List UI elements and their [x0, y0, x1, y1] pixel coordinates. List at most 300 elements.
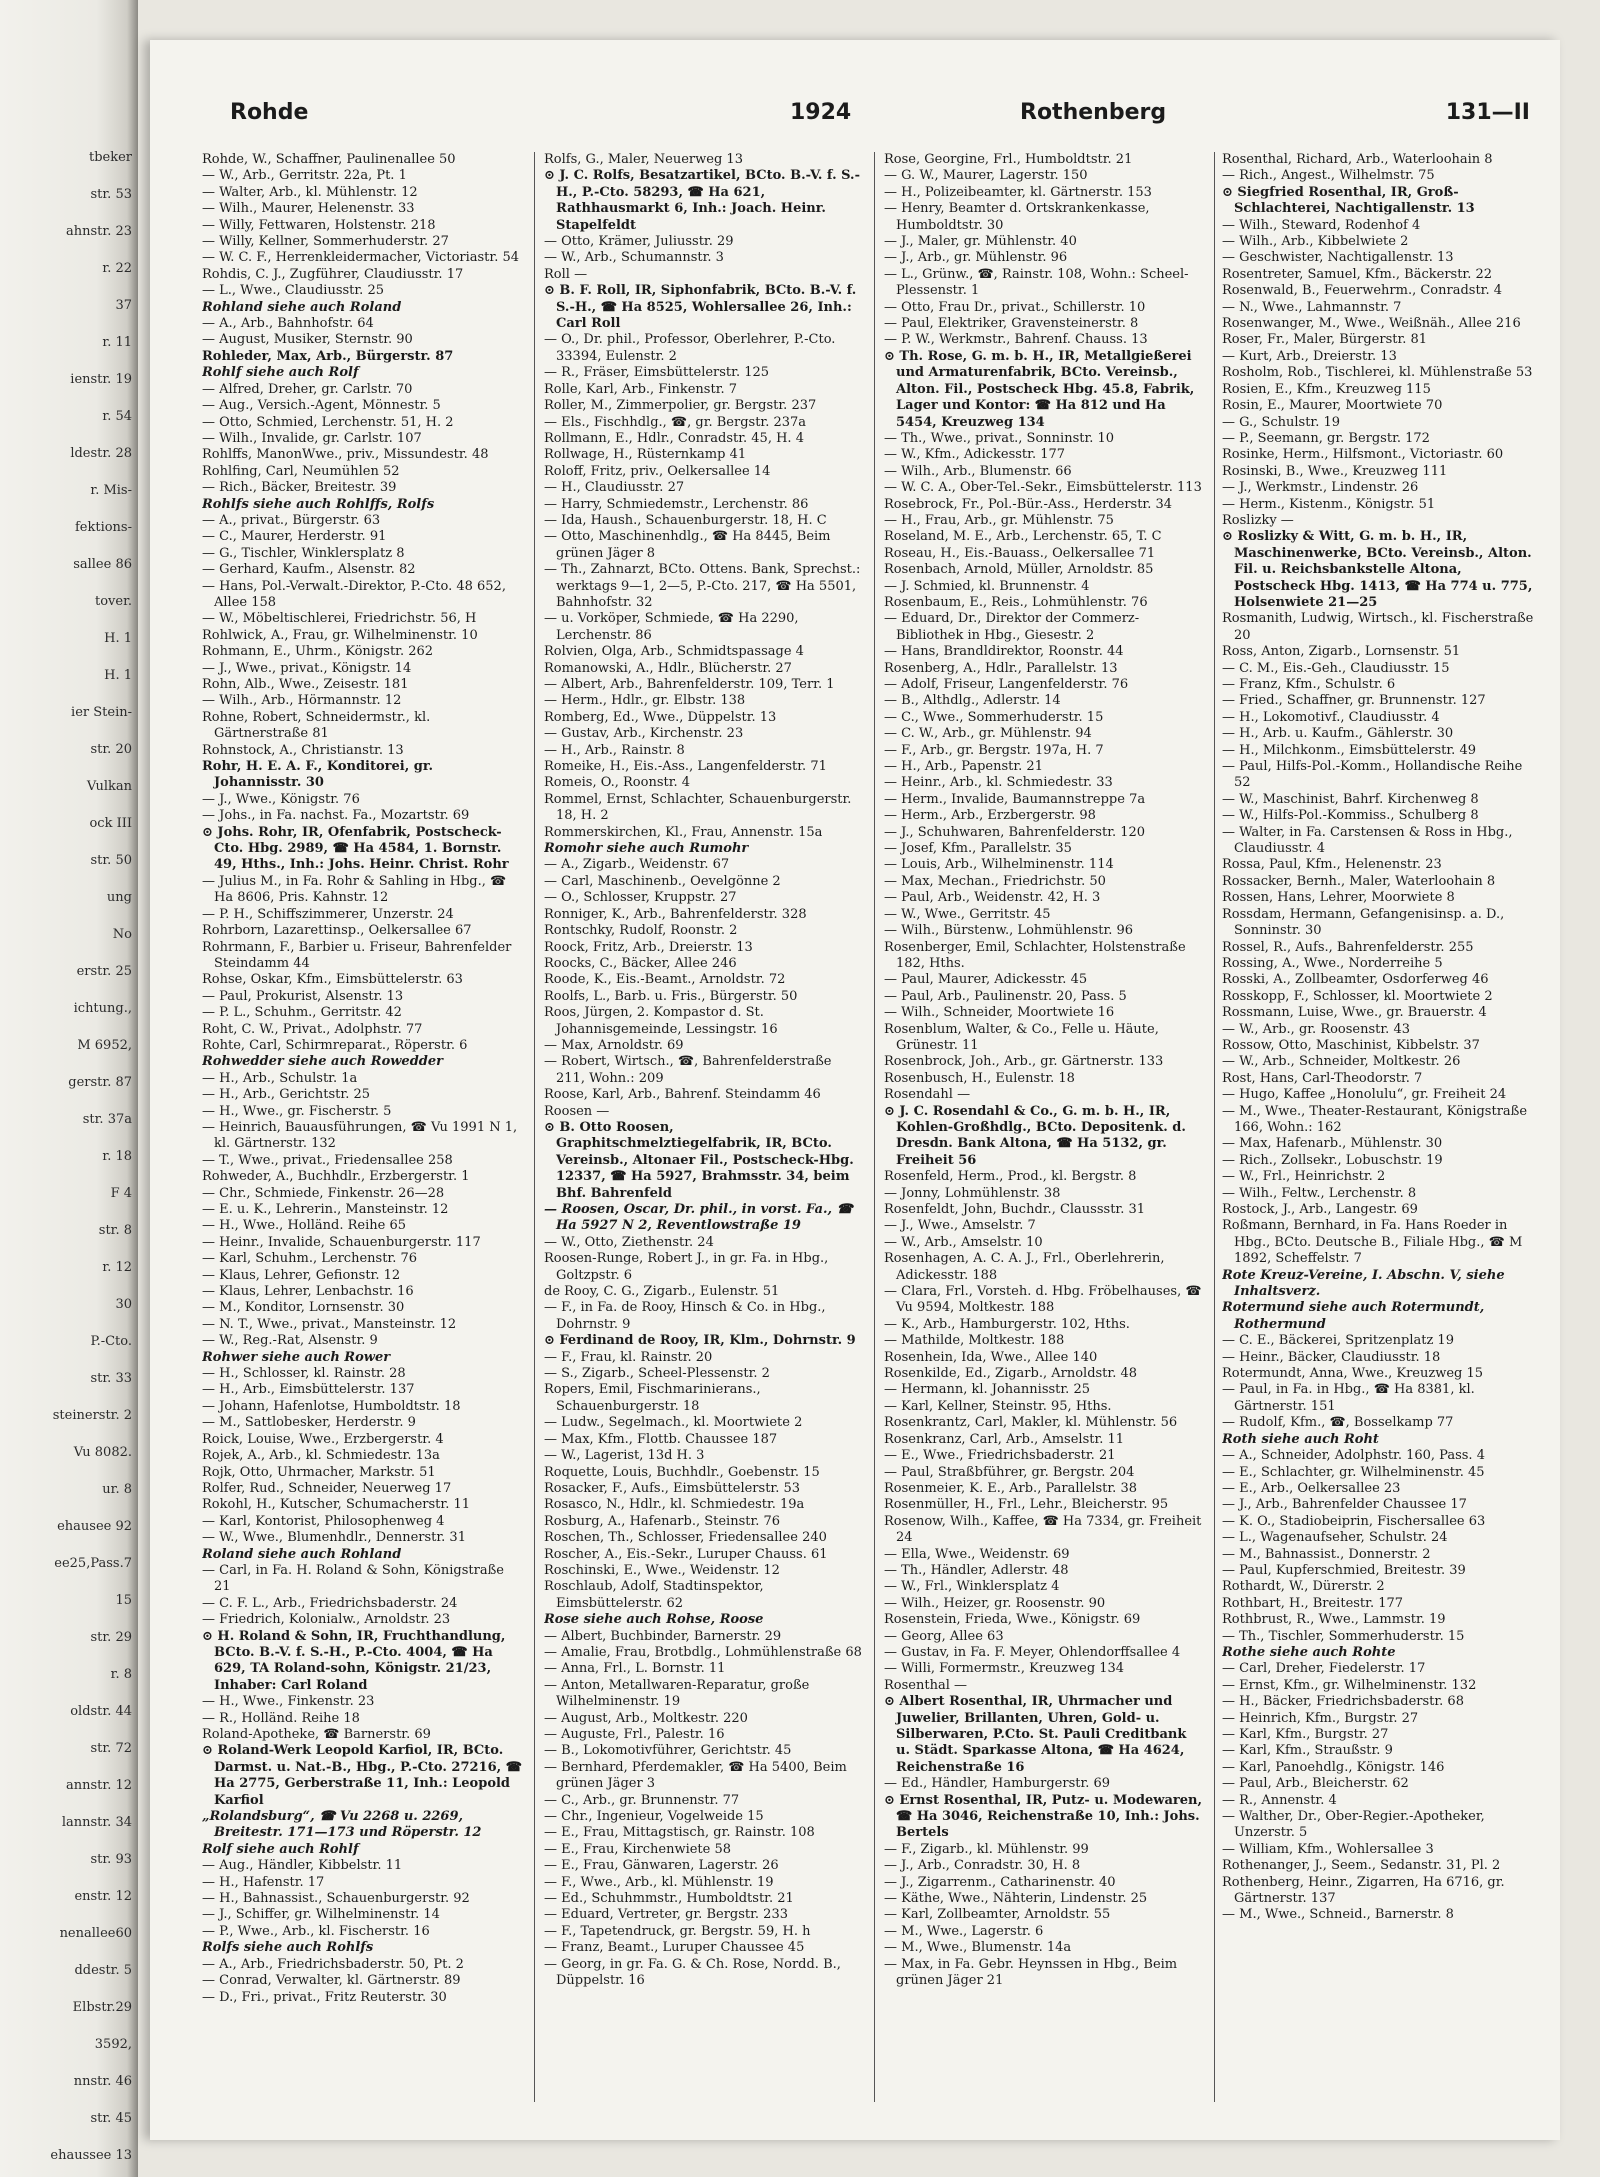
directory-entry: Rosinski, B., Wwe., Kreuzweg 111 [1222, 463, 1448, 479]
directory-entry: — Adolf, Friseur, Langenfelderstr. 76 [884, 677, 1129, 692]
directory-entry: Rohleder, Max, Arb., Bürgerstr. 87 [202, 348, 454, 364]
previous-page-fragment: 3592, [94, 2037, 132, 2052]
directory-entry: — W., Arb., gr. Roosenstr. 43 [1222, 1021, 1410, 1037]
directory-entry: Rohwedder siehe auch Rowedder [202, 1054, 443, 1070]
directory-entry: — Ida, Haush., Schauenburgerstr. 18, H. C [544, 512, 827, 528]
column-1 [202, 152, 522, 2102]
previous-page-fragment: ung [106, 890, 132, 905]
directory-entry: — Aug., Händler, Kibbelstr. 11 [202, 1858, 403, 1874]
directory-entry: Rosinke, Herm., Hilfsmont., Victoriastr. 60 [1222, 447, 1504, 463]
directory-entry: — Karl, Schuhm., Lerchenstr. 76 [202, 1251, 418, 1267]
directory-entry: Rosenwald, B., Feuerwehrm., Conradstr. 4 [1222, 283, 1502, 299]
directory-entry: — J., Wwe., Amselstr. 7 [884, 1218, 1036, 1234]
directory-entry: — Geschwister, Nachtigallenstr. 13 [1222, 250, 1454, 266]
page-header [210, 100, 1530, 136]
directory-entry: — P. L., Schuhm., Gerritstr. 42 [202, 1005, 402, 1021]
previous-page-edge [0, 0, 138, 2177]
directory-entry: Roth siehe auch Roht [1222, 1431, 1379, 1447]
directory-entry: — Gustav, Arb., Kirchenstr. 23 [544, 726, 744, 742]
previous-page-fragment: r. 11 [102, 335, 132, 350]
directory-entry: ⊙ Ferdinand de Rooy, IR, Klm., Dohrnstr. 9 [544, 1333, 856, 1349]
directory-entry: — Carl, Maschinenb., Oevelgönne 2 [544, 873, 781, 889]
directory-entry: Rohn, Alb., Wwe., Zeisestr. 181 [202, 677, 409, 692]
directory-entry: Rossmann, Luise, Wwe., gr. Brauerstr. 4 [1222, 1005, 1487, 1021]
directory-entry: — T., Wwe., privat., Friedensallee 258 [202, 1152, 453, 1168]
directory-entry: ⊙ J. C. Rosendahl & Co., G. m. b. H., IR, Kohlen-Großhdlg., BCto. Depositenk. d. Dresdn. Bank Altona, ☎ Ha 5132, gr. Freiheit 56 [884, 1103, 1186, 1168]
directory-entry: — F., Frau, kl. Rainstr. 20 [544, 1349, 713, 1365]
directory-entry: Roode, K., Eis.-Beamt., Arnoldstr. 72 [544, 972, 786, 988]
previous-page-fragment: ahnstr. 23 [66, 224, 132, 239]
directory-entry: — S., Zigarb., Scheel-Plessenstr. 2 [544, 1366, 770, 1382]
previous-page-fragment: nnstr. 46 [73, 2074, 132, 2089]
directory-entry: — W. C. A., Ober-Tel.-Sekr., Eimsbüttelerstr. 113 [884, 480, 1202, 496]
directory-entry: — Hans, Brandldirektor, Roonstr. 44 [884, 644, 1124, 660]
directory-entry: — Bernhard, Pferdemakler, ☎ Ha 5400, Beim grünen Jäger 3 [544, 1759, 847, 1792]
directory-entry: — Roosen, Oscar, Dr. phil., in vorst. Fa., ☎ Ha 5927 N 2, Reventlowstraße 19 [544, 1202, 853, 1234]
directory-entry: Rossacker, Bernh., Maler, Waterloohain 8 [1222, 873, 1496, 889]
previous-page-fragment: 30 [115, 1297, 132, 1312]
previous-page-fragment: ee25,Pass.7 [54, 1556, 132, 1571]
directory-entry: — Wilh., Feltw., Lerchenstr. 8 [1222, 1185, 1417, 1201]
directory-entry: Rohwer siehe auch Rower [202, 1349, 391, 1365]
directory-entry: de Rooy, C. G., Zigarb., Eulenstr. 51 [544, 1284, 780, 1300]
directory-entry: Rolvien, Olga, Arb., Schmidtspassage 4 [544, 644, 804, 660]
previous-page-fragment: tover. [94, 594, 132, 609]
directory-entry: — August, Musiker, Sternstr. 90 [202, 332, 413, 348]
directory-entry: — Anton, Metallwaren-Reparatur, große Wilhelminenstr. 19 [544, 1677, 810, 1710]
directory-entry: Rohr, H. E. A. F., Konditorei, gr. Johannisstr. 30 [202, 759, 434, 791]
directory-entry: — M., Wwe., Blumenstr. 14a [884, 1940, 1072, 1956]
directory-entry: — Paul, Hilfs-Pol.-Komm., Hollandische Reihe 52 [1222, 759, 1523, 791]
directory-entry: ⊙ H. Roland & Sohn, IR, Fruchthandlung, BCto. B.-V. f. S.-H., P.-Cto. 4004, ☎ Ha 629, TA Roland-sohn, Königstr. 21/23, Inhaber: Carl Roland [202, 1628, 506, 1693]
directory-entry: Rosenwanger, M., Wwe., Weißnäh., Allee 216 [1222, 316, 1521, 332]
directory-entry: — Karl, Zollbeamter, Arnoldstr. 55 [884, 1907, 1111, 1923]
directory-entry: — Paul, Elektriker, Gravensteinerstr. 8 [884, 316, 1139, 332]
directory-entry: Ropers, Emil, Fischmarinierans., Schauenburgerstr. 18 [544, 1382, 761, 1414]
directory-entry: — Hermann, kl. Johannisstr. 25 [884, 1382, 1090, 1398]
directory-entry: — Hugo, Kaffee „Honolulu“, gr. Freiheit 24 [1222, 1087, 1507, 1103]
directory-entry: Ronniger, K., Arb., Bahrenfelderstr. 328 [544, 906, 807, 922]
directory-entry: Rosburg, A., Hafenarb., Steinstr. 76 [544, 1513, 781, 1529]
directory-entry: Rotermundt, Anna, Wwe., Kreuzweg 15 [1222, 1366, 1484, 1382]
directory-entry: — Walter, in Fa. Carstensen & Ross in Hbg., Claudiusstr. 4 [1222, 824, 1513, 857]
directory-entry: Rojek, A., Arb., kl. Schmiedestr. 13a [202, 1448, 440, 1464]
directory-entry: — L., Wwe., Claudiusstr. 25 [202, 283, 384, 299]
directory-entry: Rossel, R., Aufs., Bahrenfelderstr. 255 [1222, 939, 1474, 955]
directory-entry: Rohte, Carl, Schirmreparat., Röperstr. 6 [202, 1037, 468, 1053]
directory-entry: — H., Frau, Arb., gr. Mühlenstr. 75 [884, 512, 1114, 528]
directory-entry: — Klaus, Lehrer, Lenbachstr. 16 [202, 1284, 414, 1300]
directory-entry: — Rich., Bäcker, Breitestr. 39 [202, 480, 397, 496]
previous-page-fragment: r. 54 [102, 409, 132, 424]
directory-entry: Rolfs, G., Maler, Neuerweg 13 [544, 152, 743, 167]
directory-entry: — Herm., Arb., Erzbergerstr. 98 [884, 808, 1096, 824]
directory-entry: — Rudolf, Kfm., ☎, Bosselkamp 77 [1222, 1415, 1454, 1431]
directory-entry: — Amalie, Frau, Brotbdlg., Lohmühlenstraße 68 [544, 1644, 862, 1660]
directory-entry: — G., Schulstr. 19 [1222, 414, 1341, 430]
directory-entry: Rosenmeier, K. E., Arb., Parallelstr. 38 [884, 1480, 1137, 1496]
directory-entry: — Conrad, Verwalter, kl. Gärtnerstr. 89 [202, 1973, 461, 1989]
directory-entry: Rolfer, Rud., Schneider, Neuerweg 17 [202, 1480, 452, 1496]
previous-page-fragment: str. 72 [90, 1741, 132, 1756]
directory-entry: — W. C. F., Herrenkleidermacher, Victoriastr. 54 [202, 250, 520, 266]
directory-entry: — Wilh., Schneider, Moortwiete 16 [884, 1005, 1115, 1021]
directory-entry: — Harry, Schmiedemstr., Lerchenstr. 86 [544, 496, 809, 512]
directory-entry: Rosenberg, A., Hdlr., Parallelstr. 13 [884, 660, 1118, 676]
directory-entry: — Karl, Kontorist, Philosophenweg 4 [202, 1513, 445, 1529]
directory-entry: — H., Claudiusstr. 27 [544, 480, 685, 496]
directory-entry: Roosen — [544, 1103, 610, 1119]
directory-entry: — Max, Mechan., Friedrichstr. 50 [884, 873, 1106, 889]
directory-entry: Rossa, Paul, Kfm., Helenenstr. 23 [1222, 857, 1442, 873]
directory-entry: Rose, Georgine, Frl., Humboldtstr. 21 [884, 152, 1133, 167]
directory-entry: Rothbrust, R., Wwe., Lammstr. 19 [1222, 1612, 1446, 1628]
directory-entry: — C., Wwe., Sommerhuderstr. 15 [884, 709, 1104, 725]
directory-entry: — C. E., Bäckerei, Spritzenplatz 19 [1222, 1333, 1454, 1349]
directory-entry: — E., Frau, Gänwaren, Lagerstr. 26 [544, 1858, 779, 1874]
directory-entry: — W., Arb., Gerritstr. 22a, Pt. 1 [202, 168, 407, 184]
previous-page-fragment: r. 8 [110, 1667, 132, 1682]
directory-entry: Rosenhagen, A. C. A. J., Frl., Oberlehrerin, Adickesstr. 188 [884, 1251, 1165, 1283]
directory-entry: — L., Wagenaufseher, Schulstr. 24 [1222, 1530, 1448, 1546]
directory-entry: ⊙ B. F. Roll, IR, Siphonfabrik, BCto. B.-V. f. S.-H., ☎ Ha 8525, Wohlersallee 26, Inh.: Carl Roll [544, 283, 857, 332]
directory-entry: — Otto, Frau Dr., privat., Schillerstr. 10 [884, 299, 1146, 315]
previous-page-fragment: str. 20 [90, 742, 132, 757]
directory-entry: — D., Fri., privat., Fritz Reuterstr. 30 [202, 1989, 447, 2005]
directory-entry: — Wilh., Arb., Kibbelwiete 2 [1222, 234, 1409, 250]
directory-entry: — Th., Wwe., privat., Sonninstr. 10 [884, 430, 1115, 446]
directory-entry: — Henry, Beamter d. Ortskrankenkasse, Humboldtstr. 30 [884, 201, 1150, 233]
directory-entry: — W., Wwe., Blumenhdlr., Dennerstr. 31 [202, 1530, 466, 1546]
directory-entry: — Herm., Invalide, Baumannstreppe 7a [884, 791, 1146, 807]
directory-entry: — W., Otto, Ziethenstr. 24 [544, 1234, 714, 1250]
directory-entry: — W., Wwe., Gerritstr. 45 [884, 906, 1051, 922]
directory-entry: — W., Reg.-Rat, Alsenstr. 9 [202, 1333, 378, 1349]
directory-entry: — A., privat., Bürgerstr. 63 [202, 512, 381, 528]
directory-entry: Rolfs siehe auch Rohlfs [202, 1940, 374, 1956]
directory-entry: Rohne, Robert, Schneidermstr., kl. Gärtnerstraße 81 [202, 709, 431, 742]
directory-entry: ⊙ Roland-Werk Leopold Karfiol, IR, BCto. Darmst. u. Nat.-B., Hbg., P.-Cto. 27216, ☎ Ha 2775, Gerberstraße 11, Inh.: Leopold Karfiol [202, 1743, 522, 1808]
directory-entry: — Kurt, Arb., Dreierstr. 13 [1222, 348, 1397, 364]
previous-page-fragment: enstr. 12 [74, 1889, 132, 1904]
directory-entry: Rosenthal, Richard, Arb., Waterloohain 8 [1222, 152, 1493, 167]
directory-entry: — P. W., Werkmstr., Bahrenf. Chauss. 13 [884, 332, 1148, 348]
directory-entry: — Aug., Versich.-Agent, Mönnestr. 5 [202, 398, 441, 414]
directory-entry: Rosasco, N., Hdlr., kl. Schmiedestr. 19a [544, 1497, 805, 1513]
directory-entry: — P., Seemann, gr. Bergstr. 172 [1222, 430, 1430, 446]
directory-entry: — Paul, Kupferschmied, Breitestr. 39 [1222, 1562, 1466, 1578]
directory-entry: — C., Arb., gr. Brunnenstr. 77 [544, 1792, 740, 1808]
directory-entry: — Friedrich, Kolonialw., Arnoldstr. 23 [202, 1612, 451, 1628]
directory-entry: Rothenberg, Heinr., Zigarren, Ha 6716, gr. Gärtnerstr. 137 [1222, 1874, 1505, 1907]
directory-entry: — Johs., in Fa. nachst. Fa., Mozartstr. 69 [202, 808, 470, 824]
directory-entry: Roller, M., Zimmerpolier, gr. Bergstr. 237 [544, 398, 817, 414]
directory-entry: Rosien, E., Kfm., Kreuzweg 115 [1222, 381, 1431, 397]
previous-page-fragment: M 6952, [77, 1038, 132, 1053]
directory-entry: Rolf siehe auch Rohlf [202, 1841, 359, 1857]
directory-entry: — J., Wwe., privat., Königstr. 14 [202, 660, 412, 676]
directory-entry: — J., Arb., Bahrenfelder Chaussee 17 [1222, 1497, 1467, 1513]
previous-page-fragment: ier Stein- [71, 705, 132, 720]
directory-entry: Rosenkranz, Carl, Arb., Amselstr. 11 [884, 1431, 1125, 1447]
directory-entry: — E., Frau, Kirchenwiete 58 [544, 1841, 732, 1857]
directory-entry: — F., Zigarb., kl. Mühlenstr. 99 [884, 1841, 1089, 1857]
directory-entry: — Heinrich, Bauausführungen, ☎ Vu 1991 N 1, kl. Gärtnerstr. 132 [202, 1119, 518, 1152]
directory-entry: — H., Bäcker, Friedrichsbaderstr. 68 [1222, 1694, 1464, 1710]
previous-page-fragment: str. 53 [90, 187, 132, 202]
directory-entry: Rolle, Karl, Arb., Finkenstr. 7 [544, 381, 738, 397]
directory-entry: — J., Maler, gr. Mühlenstr. 40 [884, 234, 1077, 250]
directory-entry: — Herm., Hdlr., gr. Elbstr. 138 [544, 693, 746, 709]
directory-entry: — F., Tapetendruck, gr. Bergstr. 59, H. h [544, 1923, 811, 1939]
previous-page-fragment: lannstr. 34 [61, 1815, 132, 1830]
previous-page-fragment: 15 [115, 1593, 132, 1608]
directory-entry: — J., Schuhwaren, Bahrenfelderstr. 120 [884, 824, 1146, 840]
directory-entry: — Karl, Panoehdlg., Königstr. 146 [1222, 1759, 1445, 1775]
directory-entry: Roser, Fr., Maler, Bürgerstr. 81 [1222, 332, 1428, 348]
directory-entry: — G. W., Maurer, Lagerstr. 150 [884, 168, 1088, 184]
directory-entry: Rohmann, E., Uhrm., Königstr. 262 [202, 644, 434, 660]
previous-page-fragment: r. 18 [102, 1149, 132, 1164]
directory-entry: Rohse, Oskar, Kfm., Eimsbüttelerstr. 63 [202, 972, 463, 988]
directory-entry: — Els., Fischhdlg., ☎, gr. Bergstr. 237a [544, 414, 807, 430]
previous-page-fragment: erstr. 25 [76, 964, 132, 979]
directory-entry: — H., Schlosser, kl. Rainstr. 28 [202, 1366, 406, 1382]
directory-entry: — Robert, Wirtsch., ☎, Bahrenfelderstraße 211, Wohn.: 209 [544, 1054, 832, 1086]
directory-entry: — Gerhard, Kaufm., Alsenstr. 82 [202, 562, 416, 578]
directory-entry: ⊙ Ernst Rosenthal, IR, Putz- u. Modewaren, ☎ Ha 3046, Reichenstraße 10, Inh.: Johs. Bertels [884, 1792, 1202, 1841]
previous-page-fragment: P.-Cto. [90, 1334, 132, 1349]
previous-page-fragment: str. 8 [98, 1223, 132, 1238]
directory-entry: — Albert, Buchbinder, Barnerstr. 29 [544, 1628, 782, 1644]
directory-entry: — Josef, Kfm., Parallelstr. 35 [884, 841, 1072, 857]
directory-entry: Rose siehe auch Rohse, Roose [544, 1612, 764, 1628]
directory-entry: — Ludw., Segelmach., kl. Moortwiete 2 [544, 1415, 803, 1431]
directory-entry: Rojk, Otto, Uhrmacher, Markstr. 51 [202, 1464, 436, 1480]
directory-entry: — H., Hafenstr. 17 [202, 1874, 325, 1890]
directory-entry: — H., Arb., Eimsbüttelerstr. 137 [202, 1382, 415, 1398]
directory-entry: Roll — [544, 266, 588, 282]
previous-page-fragment: ehaussee 13 [50, 2148, 132, 2163]
directory-entry: — Eduard, Dr., Direktor der Commerz-Bibliothek in Hbg., Giesestr. 2 [884, 611, 1140, 643]
directory-entry: Romeike, H., Eis.-Ass., Langenfelderstr. 71 [544, 759, 827, 775]
directory-entry: — J., Werkmstr., Lindenstr. 26 [1222, 480, 1419, 496]
directory-entry: Rossow, Otto, Maschinist, Kibbelstr. 37 [1222, 1037, 1480, 1053]
previous-page-fragment: ichtung., [73, 1001, 132, 1016]
previous-page-fragment: nenallee60 [59, 1926, 132, 1941]
directory-entry: Rosenkilde, Ed., Zigarb., Arnoldstr. 48 [884, 1366, 1137, 1382]
directory-entry: — P., Wwe., Arb., kl. Fischerstr. 16 [202, 1923, 430, 1939]
directory-entry: Rosin, E., Maurer, Moortwiete 70 [1222, 398, 1443, 414]
directory-entry: Roscher, A., Eis.-Sekr., Luruper Chauss. 61 [544, 1546, 828, 1562]
previous-page-fragment: ehausee 92 [57, 1519, 132, 1534]
directory-entry: — Willy, Fettwaren, Holstenstr. 218 [202, 217, 436, 233]
directory-entry: Rotermund siehe auch Rotermundt, Rothermund [1222, 1300, 1485, 1332]
directory-entry: — W., Arb., Schneider, Moltkestr. 26 [1222, 1054, 1461, 1070]
directory-entry: — M., Wwe., Theater-Restaurant, Königstraße 166, Wohn.: 162 [1222, 1103, 1528, 1135]
directory-entry: Rohde, W., Schaffner, Paulinenallee 50 [202, 152, 456, 167]
directory-entry: — M., Wwe., Lagerstr. 6 [884, 1923, 1044, 1939]
directory-entry: Roht, C. W., Privat., Adolphstr. 77 [202, 1021, 423, 1037]
directory-entry: — Max, in Fa. Gebr. Heynssen in Hbg., Beim grünen Jäger 21 [884, 1956, 1178, 1989]
directory-entry: Rosenbusch, H., Eulenstr. 18 [884, 1070, 1075, 1086]
directory-entry: Roslizky — [1222, 512, 1294, 528]
directory-entry: ⊙ Siegfried Rosenthal, IR, Groß-Schlachterei, Nachtigallenstr. 13 [1222, 184, 1475, 217]
previous-page-fragment: steinerstr. 2 [52, 1408, 132, 1423]
directory-entry: — F., Arb., gr. Bergstr. 197a, H. 7 [884, 742, 1104, 758]
directory-entry: — Otto, Schmied, Lerchenstr. 51, H. 2 [202, 414, 454, 430]
directory-entry: Rosenthal — [884, 1677, 967, 1693]
directory-entry: — Fried., Schaffner, gr. Brunnenstr. 127 [1222, 693, 1486, 709]
directory-entry: — Heinr., Invalide, Schauenburgerstr. 117 [202, 1234, 481, 1250]
directory-entry: — Otto, Maschinenhdlg., ☎ Ha 8445, Beim grünen Jäger 8 [544, 529, 831, 561]
directory-entry: — Wilh., Arb., Hörmannstr. 12 [202, 693, 402, 709]
directory-entry: — Johann, Hafenlotse, Humboldtstr. 18 [202, 1398, 461, 1414]
directory-entry: — H., Bahnassist., Schauenburgerstr. 92 [202, 1891, 470, 1907]
directory-entry: Rohnstock, A., Christianstr. 13 [202, 742, 404, 758]
directory-entry: Rosmanith, Ludwig, Wirtsch., kl. Fischerstraße 20 [1222, 611, 1534, 643]
directory-entry: Rosendahl — [884, 1087, 971, 1103]
directory-entry: Rostock, J., Arb., Langestr. 69 [1222, 1202, 1418, 1217]
directory-entry: Roschlaub, Adolf, Stadtinspektor, Eimsbüttelerstr. 62 [544, 1579, 764, 1611]
directory-entry: — Carl, Dreher, Fiedelerstr. 17 [1222, 1661, 1426, 1677]
directory-entry: ⊙ Albert Rosenthal, IR, Uhrmacher und Juwelier, Brillanten, Uhren, Gold- u. Silberwaren, P.Cto. St. Pauli Creditbank u. Städt. Sparkasse Altona, ☎ Ha 4624, Reichenstraße 16 [884, 1694, 1187, 1775]
directory-entry: Rohlfing, Carl, Neumühlen 52 [202, 463, 400, 479]
directory-entry: — H., Milchkonm., Eimsbüttelerstr. 49 [1222, 742, 1476, 758]
directory-entry: — C. F. L., Arb., Friedrichsbaderstr. 24 [202, 1595, 458, 1611]
directory-entry: Romanowski, A., Hdlr., Blücherstr. 27 [544, 660, 792, 676]
directory-entry: — W., Möbeltischlerei, Friedrichstr. 56, H [202, 611, 477, 627]
header-first-entry: Rohde [230, 100, 309, 125]
previous-page-fragment: Vulkan [86, 779, 132, 794]
previous-page-fragment: annstr. 12 [66, 1778, 132, 1793]
directory-entry: — B., Lokomotivführer, Gerichtstr. 45 [544, 1743, 792, 1759]
directory-entry: Rosenbach, Arnold, Müller, Arnoldstr. 85 [884, 562, 1154, 578]
previous-page-fragment: str. 29 [90, 1630, 132, 1645]
directory-entry: — Hans, Pol.-Verwalt.-Direktor, P.-Cto. 48 652, Allee 158 [202, 578, 506, 610]
directory-entry: Rohweder, A., Buchhdlr., Erzbergerstr. 1 [202, 1169, 470, 1185]
directory-entry: Rohlwick, A., Frau, gr. Wilhelminenstr. 10 [202, 627, 478, 643]
directory-entry: — Georg, in gr. Fa. G. & Ch. Rose, Nordd. B., Düppelstr. 16 [544, 1956, 841, 1989]
directory-entry: — Paul, Arb., Paulinenstr. 20, Pass. 5 [884, 988, 1127, 1004]
previous-page-fragment: str. 33 [90, 1371, 132, 1386]
directory-entry: Rosenow, Wilh., Kaffee, ☎ Ha 7334, gr. Freiheit 24 [884, 1513, 1202, 1546]
previous-page-fragment: r. 12 [102, 1260, 132, 1275]
directory-entry: — Clara, Frl., Vorsteh. d. Hbg. Fröbelhauses, ☎ Vu 9594, Moltkestr. 188 [884, 1284, 1202, 1316]
directory-entry: Rosenhein, Ida, Wwe., Allee 140 [884, 1349, 1098, 1365]
directory-entry: — Ella, Wwe., Weidenstr. 69 [884, 1546, 1070, 1562]
directory-entry: Rosskopp, F., Schlosser, kl. Moortwiete 2 [1222, 988, 1493, 1004]
directory-entry: — N., Wwe., Lahmannstr. 7 [1222, 299, 1402, 315]
directory-entry: Rothe siehe auch Rohte [1222, 1644, 1396, 1660]
directory-entry: — E. u. K., Lehrerin., Mansteinstr. 12 [202, 1202, 449, 1217]
directory-entry: — Herm., Kistenm., Königstr. 51 [1222, 496, 1436, 512]
directory-entry: — E., Arb., Oelkersallee 23 [1222, 1480, 1401, 1496]
directory-entry: — C., Maurer, Herderstr. 91 [202, 529, 387, 545]
directory-entry: — W., Kfm., Adickesstr. 177 [884, 447, 1066, 463]
directory-entry: — H., Lokomotivf., Claudiusstr. 4 [1222, 709, 1440, 725]
directory-entry: Rommerskirchen, Kl., Frau, Annenstr. 15a [544, 824, 823, 840]
directory-entry: — Heinr., Bäcker, Claudiusstr. 18 [1222, 1349, 1441, 1365]
directory-entry: ⊙ Johs. Rohr, IR, Ofenfabrik, Postscheck-Cto. Hbg. 2989, ☎ Ha 4584, 1. Bornstr. 49, Hths., Inh.: Johs. Heinr. Christ. Rohr [202, 824, 509, 873]
directory-entry: — M., Bahnassist., Donnerstr. 2 [1222, 1546, 1431, 1562]
directory-entry: — Paul, Maurer, Adickesstr. 45 [884, 972, 1088, 988]
directory-entry: ⊙ J. C. Rolfs, Besatzartikel, BCto. B.-V. f. S.-H., P.-Cto. 58293, ☎ Ha 621, Rathhausmarkt 6, Inh.: Joach. Heinr. Stapelfeldt [544, 168, 860, 233]
directory-entry: — G., Tischler, Winklersplatz 8 [202, 545, 405, 561]
previous-page-fragment: r. Mis- [90, 483, 132, 498]
directory-entry: Rokohl, H., Kutscher, Schumacherstr. 11 [202, 1497, 470, 1513]
directory-entry: Roosen-Runge, Robert J., in gr. Fa. in Hbg., Goltzpstr. 6 [544, 1251, 829, 1283]
directory-entry: Roolfs, L., Barb. u. Fris., Bürgerstr. 50 [544, 988, 798, 1004]
directory-entry: — B., Althdlg., Adlerstr. 14 [884, 693, 1061, 709]
directory-entry: — Paul, in Fa. in Hbg., ☎ Ha 8381, kl. Gärtnerstr. 151 [1222, 1382, 1475, 1414]
directory-entry: — F., Wwe., Arb., kl. Mühlenstr. 19 [544, 1874, 774, 1890]
directory-entry: — Paul, Straßbführer, gr. Bergstr. 204 [884, 1464, 1135, 1480]
directory-entry: — W., Lagerist, 13d H. 3 [544, 1448, 705, 1464]
directory-entry: — H., Arb., Gerichtstr. 25 [202, 1087, 371, 1103]
directory-entry: — Ernst, Kfm., gr. Wilhelminenstr. 132 [1222, 1677, 1477, 1693]
directory-entry: Rossen, Hans, Lehrer, Moorwiete 8 [1222, 890, 1455, 906]
directory-entry: Roschinski, E., Wwe., Weidenstr. 12 [544, 1562, 780, 1578]
directory-entry: — O., Schlosser, Kruppstr. 27 [544, 890, 737, 906]
directory-entry: — W., Hilfs-Pol.-Kommiss., Schulberg 8 [1222, 808, 1479, 824]
directory-entry: — Rich., Zollsekr., Lobuschstr. 19 [1222, 1152, 1443, 1168]
directory-entry: — Walter, Arb., kl. Mühlenstr. 12 [202, 184, 418, 200]
directory-entry: — Wilh., Invalide, gr. Carlstr. 107 [202, 430, 422, 446]
directory-entry: — C. M., Eis.-Geh., Claudiusstr. 15 [1222, 660, 1450, 676]
directory-entry: — Eduard, Vertreter, gr. Bergstr. 233 [544, 1907, 788, 1923]
directory-entry: — K., Arb., Hamburgerstr. 102, Hths. [884, 1316, 1130, 1332]
previous-page-fragment: ldestr. 28 [70, 446, 132, 461]
directory-entry: — A., Zigarb., Weidenstr. 67 [544, 857, 730, 873]
directory-entry: — J. Schmied, kl. Brunnenstr. 4 [884, 578, 1090, 594]
directory-entry: Roose, Karl, Arb., Bahrenf. Steindamm 46 [544, 1087, 821, 1103]
directory-entry: Romohr siehe auch Rumohr [544, 841, 749, 857]
previous-page-fragment: gerstr. 87 [68, 1075, 132, 1090]
directory-entry: — A., Arb., Friedrichsbaderstr. 50, Pt. 2 [202, 1956, 464, 1972]
directory-entry: Rosebrock, Fr., Pol.-Bür.-Ass., Herderstr. 34 [884, 496, 1173, 512]
directory-entry: — C. W., Arb., gr. Mühlenstr. 94 [884, 726, 1092, 742]
directory-entry: — J., Wwe., Königstr. 76 [202, 791, 360, 807]
directory-entry: ⊙ Roslizky & Witt, G. m. b. H., IR, Maschinenwerke, BCto. Vereinsb., Alton. Fil. u. Reichsbankstelle Altona, Postscheck Hbg. 1413, ☎ Ha 774 u. 775, Holsenwiete 21—25 [1222, 529, 1533, 610]
previous-page-fragment: str. 45 [90, 2111, 132, 2126]
directory-entry: — H., Arb. u. Kaufm., Gählerstr. 30 [1222, 726, 1454, 742]
directory-entry: — Wilh., Heizer, gr. Roosenstr. 90 [884, 1595, 1106, 1611]
previous-page-fragment: r. 22 [102, 261, 132, 276]
directory-entry: Roquette, Louis, Buchhdlr., Goebenstr. 15 [544, 1464, 820, 1480]
directory-entry: — W., Arb., Schumannstr. 3 [544, 250, 724, 266]
directory-entry: — L., Grünw., ☎, Rainstr. 108, Wohn.: Scheel-Plessenstr. 1 [884, 266, 1189, 299]
directory-entry: — Wilh., Bürstenw., Lohmühlenstr. 96 [884, 923, 1134, 939]
directory-entry: Roick, Louise, Wwe., Erzbergerstr. 4 [202, 1431, 444, 1447]
directory-entry: — Anna, Frl., L. Bornstr. 11 [544, 1661, 726, 1677]
header-year: 1924 [790, 100, 852, 125]
column-4 [1222, 152, 1542, 2102]
directory-entry: — Paul, Arb., Bleicherstr. 62 [1222, 1776, 1409, 1792]
directory-entry: — Wilh., Steward, Rodenhof 4 [1222, 217, 1421, 233]
page-number: 131—II [1445, 100, 1530, 125]
previous-page-fragment: H. 1 [104, 668, 132, 683]
directory-entry: — N. T., Wwe., privat., Mansteinstr. 12 [202, 1316, 457, 1332]
directory-entry: — W., Arb., Amselstr. 10 [884, 1234, 1043, 1250]
directory-entry: — E., Frau, Mittagstisch, gr. Rainstr. 108 [544, 1825, 815, 1841]
header-last-entry: Rothenberg [1020, 100, 1167, 125]
directory-entry: — Heinr., Arb., kl. Schmiedestr. 33 [884, 775, 1113, 791]
column-2 [544, 152, 864, 2102]
directory-entry: — Mathilde, Moltkestr. 188 [884, 1333, 1065, 1349]
directory-entry: — A., Schneider, Adolphstr. 160, Pass. 4 [1222, 1448, 1485, 1464]
directory-entry: — Chr., Schmiede, Finkenstr. 26—28 [202, 1185, 445, 1201]
